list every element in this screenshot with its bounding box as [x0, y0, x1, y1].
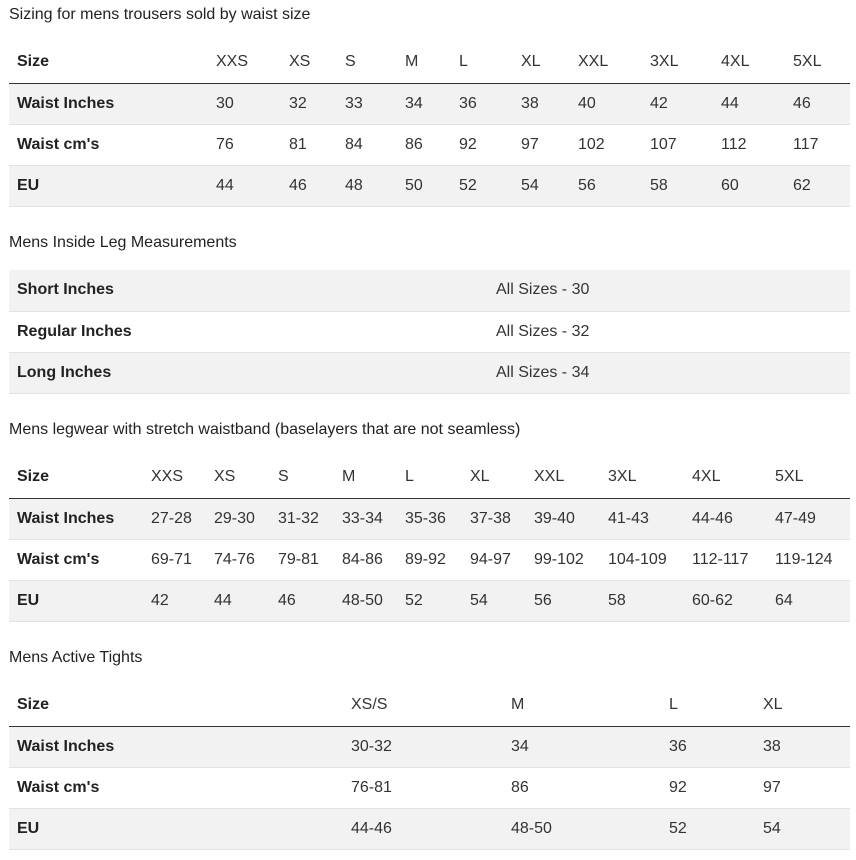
- trousers-waist-size-table: [9, 42, 850, 207]
- table-cell: 52: [669, 819, 687, 837]
- row-label: EU: [17, 819, 40, 837]
- table-cell: 60: [721, 176, 739, 194]
- row-label: EU: [17, 176, 40, 194]
- header-cell: L: [459, 53, 468, 71]
- table-row: [9, 580, 850, 621]
- header-cell: XL: [521, 53, 541, 71]
- table-cell: 94-97: [470, 550, 511, 568]
- row-label: Waist cm's: [17, 135, 100, 153]
- table-cell: 56: [578, 176, 596, 194]
- header-cell: 5XL: [793, 53, 822, 71]
- table-cell: 48-50: [511, 819, 552, 837]
- table-header-row: [9, 685, 850, 726]
- table-cell: 86: [511, 778, 529, 796]
- table-row: [9, 498, 850, 539]
- table-cell: 36: [459, 94, 477, 112]
- table-cell: 42: [650, 94, 668, 112]
- table-row: [9, 165, 850, 206]
- header-cell: XS: [214, 468, 236, 486]
- table-cell: 47-49: [775, 509, 816, 527]
- table-cell: 112-117: [692, 550, 749, 568]
- table-cell: 44: [214, 591, 232, 609]
- table-cell: 64: [775, 591, 793, 609]
- table-cell: 62: [793, 176, 811, 194]
- table-cell: 117: [793, 135, 819, 153]
- header-cell: 4XL: [692, 468, 721, 486]
- section-title-inside-leg: Mens Inside Leg Measurements: [9, 234, 237, 251]
- header-cell: Size: [17, 53, 50, 71]
- table-cell: 102: [578, 135, 605, 153]
- table-header-row: [9, 457, 850, 498]
- header-cell: Size: [17, 468, 50, 486]
- header-cell: 4XL: [721, 53, 750, 71]
- row-label: Waist cm's: [17, 778, 100, 796]
- table-row: [9, 726, 850, 767]
- row-label: Long Inches: [17, 363, 112, 381]
- table-cell: 74-76: [214, 550, 255, 568]
- row-label: Waist Inches: [17, 737, 115, 755]
- table-cell: 84: [345, 135, 363, 153]
- header-cell: M: [405, 53, 419, 71]
- table-cell: 41-43: [608, 509, 649, 527]
- header-cell: 5XL: [775, 468, 804, 486]
- table-cell: 32: [289, 94, 307, 112]
- row-label: EU: [17, 591, 40, 609]
- header-cell: XL: [763, 696, 783, 714]
- header-cell: XL: [470, 468, 490, 486]
- row-label: Waist Inches: [17, 94, 115, 112]
- header-cell: M: [342, 468, 356, 486]
- header-cell: S: [278, 468, 289, 486]
- table-cell: 39-40: [534, 509, 575, 527]
- header-cell: XXL: [534, 468, 565, 486]
- table-cell: 112: [721, 135, 747, 153]
- row-label: Short Inches: [17, 281, 114, 299]
- table-cell: 48: [345, 176, 363, 194]
- table-row: [9, 352, 850, 393]
- table-cell: 104-109: [608, 550, 667, 568]
- header-cell: XS: [289, 53, 311, 71]
- row-label: Waist Inches: [17, 509, 115, 527]
- row-label: Regular Inches: [17, 322, 132, 340]
- inside-leg-table: [9, 270, 850, 394]
- table-cell: 119-124: [775, 550, 833, 568]
- table-cell: 76: [216, 135, 234, 153]
- header-cell: L: [669, 696, 678, 714]
- table-cell: 50: [405, 176, 423, 194]
- table-cell: 33: [345, 94, 363, 112]
- table-cell: 79-81: [278, 550, 319, 568]
- table-header-row: [9, 42, 850, 83]
- table-cell: 86: [405, 135, 423, 153]
- table-cell: 54: [470, 591, 488, 609]
- table-cell: 38: [521, 94, 539, 112]
- table-cell: 42: [151, 591, 169, 609]
- header-cell: XS/S: [351, 696, 388, 714]
- table-cell: 44-46: [351, 819, 392, 837]
- table-cell: All Sizes - 34: [496, 363, 590, 381]
- header-cell: S: [345, 53, 356, 71]
- table-row: [9, 767, 850, 808]
- stretch-waistband-table: [9, 457, 850, 622]
- table-cell: 97: [763, 778, 781, 796]
- table-cell: 33-34: [342, 509, 383, 527]
- table-row: [9, 311, 850, 352]
- table-row: [9, 124, 850, 165]
- table-row: [9, 270, 850, 311]
- table-cell: 44: [216, 176, 234, 194]
- table-cell: 54: [763, 819, 781, 837]
- table-cell: 76-81: [351, 778, 392, 796]
- table-cell: 89-92: [405, 550, 446, 568]
- header-cell: L: [405, 468, 414, 486]
- table-cell: 46: [793, 94, 811, 112]
- table-cell: 107: [650, 135, 677, 153]
- table-cell: 46: [289, 176, 307, 194]
- table-cell: All Sizes - 32: [496, 322, 590, 340]
- table-cell: 36: [669, 737, 687, 755]
- table-cell: All Sizes - 30: [496, 281, 590, 299]
- table-cell: 69-71: [151, 550, 192, 568]
- table-cell: 40: [578, 94, 596, 112]
- header-cell: M: [511, 696, 525, 714]
- table-cell: 38: [763, 737, 781, 755]
- table-cell: 44: [721, 94, 739, 112]
- table-cell: 34: [511, 737, 529, 755]
- table-cell: 84-86: [342, 550, 383, 568]
- section-title-trousers-waist: Sizing for mens trousers sold by waist size: [9, 6, 311, 23]
- table-cell: 29-30: [214, 509, 255, 527]
- header-cell: 3XL: [608, 468, 637, 486]
- table-cell: 30-32: [351, 737, 392, 755]
- table-cell: 44-46: [692, 509, 733, 527]
- table-cell: 58: [650, 176, 668, 194]
- header-cell: XXS: [151, 468, 184, 486]
- section-title-stretch-waistband: Mens legwear with stretch waistband (baselayers that are not seamless): [9, 421, 521, 438]
- table-cell: 35-36: [405, 509, 446, 527]
- table-row: [9, 83, 850, 124]
- table-cell: 30: [216, 94, 234, 112]
- active-tights-table: [9, 685, 850, 850]
- table-cell: 60-62: [692, 591, 733, 609]
- header-cell: XXL: [578, 53, 609, 71]
- table-cell: 81: [289, 135, 307, 153]
- table-cell: 58: [608, 591, 626, 609]
- table-cell: 97: [521, 135, 539, 153]
- table-cell: 52: [405, 591, 423, 609]
- section-title-active-tights: Mens Active Tights: [9, 649, 143, 666]
- table-cell: 27-28: [151, 509, 192, 527]
- table-cell: 99-102: [534, 550, 584, 568]
- header-cell: XXS: [216, 53, 249, 71]
- table-cell: 46: [278, 591, 296, 609]
- table-row: [9, 539, 850, 580]
- table-cell: 34: [405, 94, 423, 112]
- table-cell: 31-32: [278, 509, 319, 527]
- row-label: Waist cm's: [17, 550, 100, 568]
- table-cell: 92: [459, 135, 477, 153]
- header-cell: 3XL: [650, 53, 679, 71]
- table-cell: 56: [534, 591, 552, 609]
- table-cell: 37-38: [470, 509, 511, 527]
- table-cell: 52: [459, 176, 477, 194]
- table-cell: 92: [669, 778, 687, 796]
- table-row: [9, 808, 850, 849]
- table-cell: 48-50: [342, 591, 383, 609]
- header-cell: Size: [17, 696, 50, 714]
- table-cell: 54: [521, 176, 539, 194]
